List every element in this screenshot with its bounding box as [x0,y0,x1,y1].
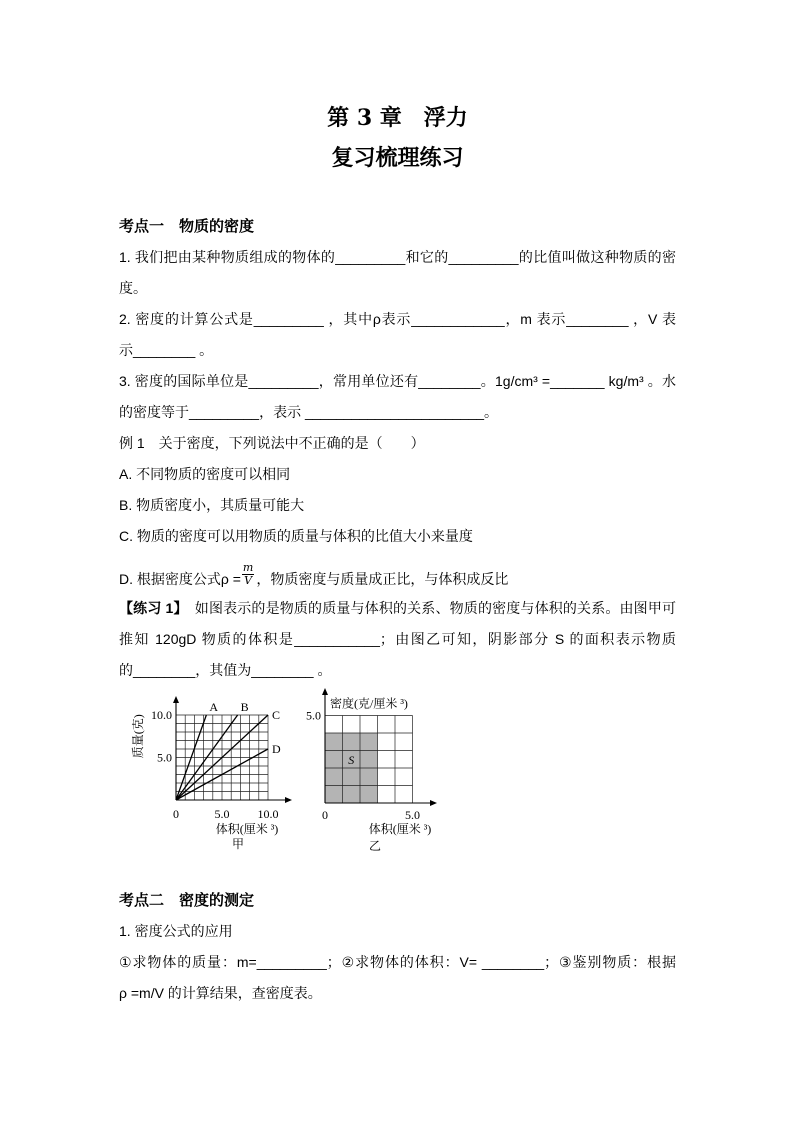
y-axis-arrow [173,696,179,703]
x-tick-label: 5.0 [405,808,420,822]
practice-1-text: 如图表示的是物质的质量与体积的关系、物质的密度与体积的关系。由图甲可 [180,600,676,616]
option-d-suffix: ，物质密度与质量成正比，与体积成反比 [256,571,509,587]
y-tick-label: 10.0 [151,708,172,722]
question-3-line: 的密度等于_________，表示 _______________________。 [119,404,499,420]
subtitle: 复习梳理练习 [331,145,464,171]
y-axis-label: 质量(克) [131,714,145,759]
x-axis-arrow [285,797,292,803]
option-d [119,552,676,593]
x-tick-label: 10.0 [257,807,279,821]
series-label-C: C [272,708,281,722]
practice-1-line [119,593,676,624]
figures-svg [0,686,794,870]
section-heading-density-measurement: 考点二 密度的测定 [119,892,255,909]
figure-caption: 乙 [368,839,382,853]
fraction-numerator: m [242,561,254,574]
question-1-line: 1. 我们把由某种物质组成的物体的_________和它的_________的比值叫做这种物质的密 [119,249,676,265]
option-b: B. 物质密度小，其质量可能大 [119,497,305,513]
x-axis-label: 体积(厘米 ³) [368,822,432,836]
x-tick-label: 5.0 [214,807,230,821]
option-d-prefix: D. 根据密度公式ρ = [119,571,241,587]
practice-1-line: 的________，其值为________ 。 [119,662,332,678]
section-heading-density: 考点一 物质的密度 [119,218,255,235]
figure-caption: 甲 [231,837,245,851]
series-label-A: A [209,700,219,714]
chapter-title: 第 3 章 浮力 [327,105,468,131]
origin-label: 0 [173,807,179,821]
series-label-D: D [272,742,281,756]
y-axis-arrow [322,688,328,695]
x-axis-label: 体积(厘米 ³) [215,822,279,836]
figure-yi-density-volume [306,688,437,853]
option-c: C. 物质的密度可以用物质的质量与体积的比值大小来量度 [119,528,473,544]
practice-1-line: 推知 120gD 物质的体积是___________；由图乙可知，阴影部分 S 的面积表示物质 [119,631,676,647]
figures [0,686,794,870]
question-2-line: 示________ 。 [119,342,214,358]
y-tick-label: 5.0 [306,708,321,723]
question-1-line: 度。 [119,280,147,296]
option-a: A. 不同物质的密度可以相同 [119,466,291,482]
y-tick-label: 5.0 [157,750,172,765]
figure-jia-mass-volume [130,696,292,851]
series-label-B: B [240,700,249,714]
section2-item-1-line: ①求物体的质量：m=_________；②求物体的体积：V= ________；③鉴别物质：根据 [119,954,676,970]
origin-label: 0 [322,808,328,822]
section2-item-1-line: ρ =m/V 的计算结果，查密度表。 [119,985,322,1001]
section2-item-1: 1. 密度公式的应用 [119,923,233,939]
question-3-line: 3. 密度的国际单位是_________，常用单位还有________。1g/cm³ =_______ kg/m³ 。水 [119,373,676,389]
density-formula-fraction [242,562,254,587]
shaded-region-label: S [348,753,355,767]
x-axis-arrow [430,800,437,806]
practice-1-label: 【练习 1】 [119,600,181,616]
question-2-line: 2. 密度的计算公式是_________ ，其中ρ表示____________，m 表示________ ，V 表 [119,311,676,327]
y-axis-label: 密度(克/厘米 ³) [330,696,408,711]
fraction-denominator: V [244,574,253,587]
example-1-stem: 例 1 关于密度，下列说法中不正确的是（ ） [119,435,425,451]
